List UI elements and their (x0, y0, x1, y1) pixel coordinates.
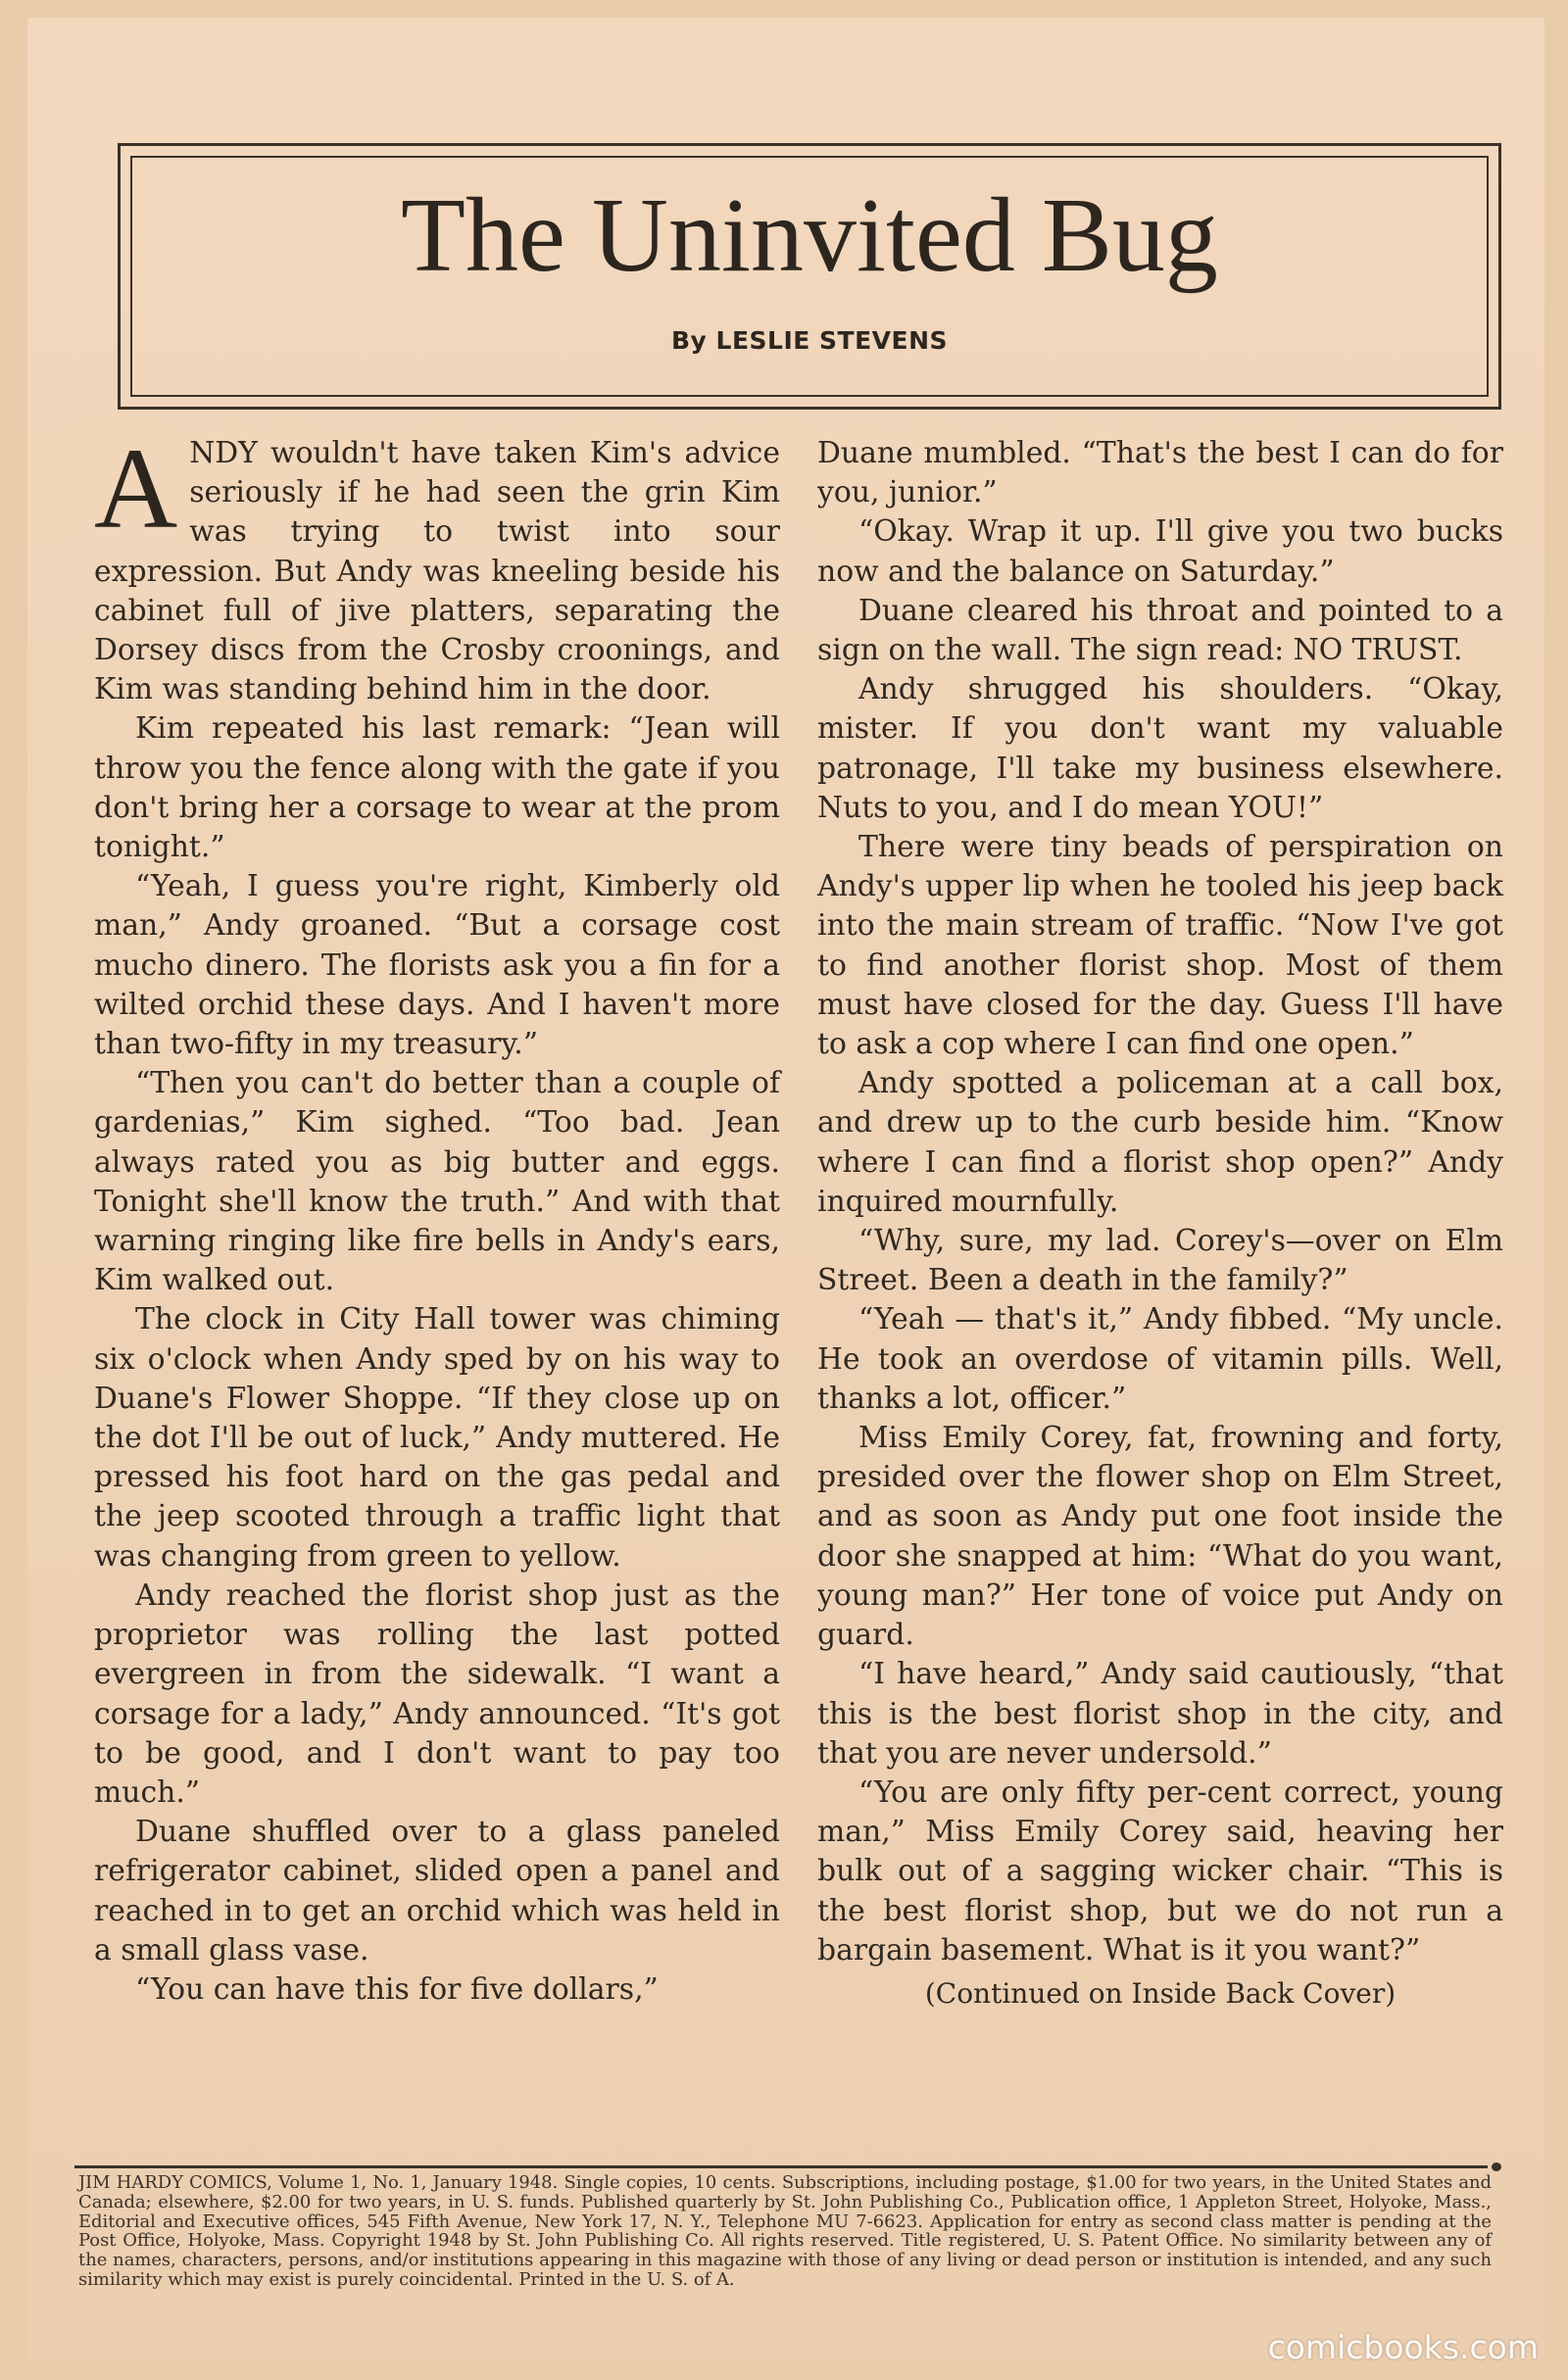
paragraph: Duane shuffled over to a glass paneled refrigerator cabinet, slided open a panel and reached in to get an orchid which was held in a small glass vase. (94, 1815, 780, 1967)
paragraph: “You can have this for five dollars,” (135, 1971, 659, 2007)
story-title: The Uninvited Bug (401, 177, 1218, 294)
opening-text: NDY wouldn't have taken Kim's advice seriously if he had seen the grin Kim was trying to twist into sour expression. But Andy was kneeling beside his cabinet full of jive platters, separating the Dorsey discs from the Crosby croonings, and Kim was standing behind him in the door. (94, 436, 780, 707)
paragraph: Duane cleared his throat and pointed to a sign on the wall. The sign read: NO TRUST. (817, 593, 1503, 668)
paragraph: “I have heard,” Andy said cautiously, “that this is the best florist shop in the city, and that you are never undersold.” (817, 1657, 1503, 1771)
right-column (817, 434, 1503, 2014)
paragraph: “Then you can't do better than a couple of gardenias,” Kim sighed. “Too bad. Jean always rated you as big butter and eggs. Tonight she'll know the truth.” And with that warning ringing like fire bells in Andy's ears, Kim walked out. (94, 1066, 780, 1298)
paragraph: “Why, sure, my lad. Corey's—over on Elm Street. Been a death in the family?” (817, 1224, 1503, 1298)
paragraph: “You are only fifty per-cent correct, young man,” Miss Emily Corey said, heaving her bulk out of a sagging wicker chair. “This is the best florist shop, but we do not run a bargain basement. What is it you want?” (817, 1774, 1503, 1967)
paragraph: “Okay. Wrap it up. I'll give you two bucks now and the balance on Saturday.” (817, 514, 1503, 589)
left-column (94, 424, 780, 2010)
paragraph: “Yeah — that's it,” Andy fibbed. “My uncle. He took an overdose of vitamin pills. Well, thanks a lot, officer.” (817, 1302, 1503, 1416)
story-byline: By LESLIE STEVENS (670, 326, 949, 355)
continued-note: (Continued on Inside Back Cover) (924, 1976, 1396, 2010)
publication-fine-print: JIM HARDY COMICS, Volume 1, No. 1, January 1948. Single copies, 10 cents. Subscriptions, including postage, $1.00 for two years, in the United States and Canada; elsewhere, $2.00 for two years, in U. S. funds. Published quarterly by St. John Publishing Co., Publication office, 1 Appleton Street, Holyoke, Mass., Editorial and Executive offices, 545 Fifth Avenue, New York 17, N. Y., Telephone MU 7-6623. Application for entry as second class matter is pending at the Post Office, Holyoke, Mass. Copyright 1948 by St. John Publishing Co. All rights reserved. Title registered, U. S. Patent Office. No similarity between any of the names, characters, persons, and/or institutions appearing in this magazine with those of any living or dead person or institution is intended, and any such similarity which may exist is purely coincidental. Printed in the U. S. of A. (78, 2172, 1492, 2290)
divider-rule (74, 2165, 1488, 2168)
title-frame (118, 143, 1501, 410)
paragraph-continuation: Duane mumbled. “That's the best I can do for you, junior.” (817, 436, 1503, 510)
paragraph: The clock in City Hall tower was chiming six o'clock when Andy sped by on his way to Duane's Flower Shoppe. “If they close up on the dot I'll be out of luck,” Andy muttered. He pressed his foot hard on the gas pedal and the jeep scooted through a traffic light that was changing from green to yellow. (94, 1302, 780, 1574)
paragraph: “Yeah, I guess you're right, Kimberly old man,” Andy groaned. “But a corsage cost mucho dinero. The florists ask you a fin for a wilted orchid these days. And I haven't more than two-fifty in my treasury.” (94, 869, 780, 1062)
paragraph: Miss Emily Corey, fat, frowning and forty, presided over the flower shop on Elm Street, and as soon as Andy put one foot inside the door she snapped at him: “What do you want, young man?” Her tone of voice put Andy on guard. (817, 1421, 1503, 1653)
paragraph: Kim repeated his last remark: “Jean will throw you the fence along with the gate if you don't bring her a corsage to wear at the prom tonight.” (94, 711, 780, 865)
opening-paragraph (94, 424, 780, 709)
paragraph: Andy shrugged his shoulders. “Okay, mister. If you don't want my valuable patronage, I'll take my business elsewhere. Nuts to you, and I do mean YOU!” (817, 672, 1503, 825)
paragraph: Andy reached the florist shop just as the proprietor was rolling the last potted evergreen in from the sidewalk. “I want a corsage for a lady,” Andy announced. “It's got to be good, and I don't want to pay too much.” (94, 1578, 780, 1810)
watermark: comicbooks.com (1267, 2328, 1539, 2366)
drop-cap: A (94, 424, 178, 553)
paragraph: There were tiny beads of perspiration on Andy's upper lip when he tooled his jeep back into the main stream of traffic. “Now I've got to find another florist shop. Most of them must have closed for the day. Guess I'll have to ask a cop where I can find one open.” (817, 830, 1503, 1062)
page-sheet (27, 18, 1544, 2359)
paragraph: Andy spotted a policeman at a call box, and drew up to the curb beside him. “Know where I can find a florist shop open?” Andy inquired mournfully. (817, 1066, 1503, 1219)
